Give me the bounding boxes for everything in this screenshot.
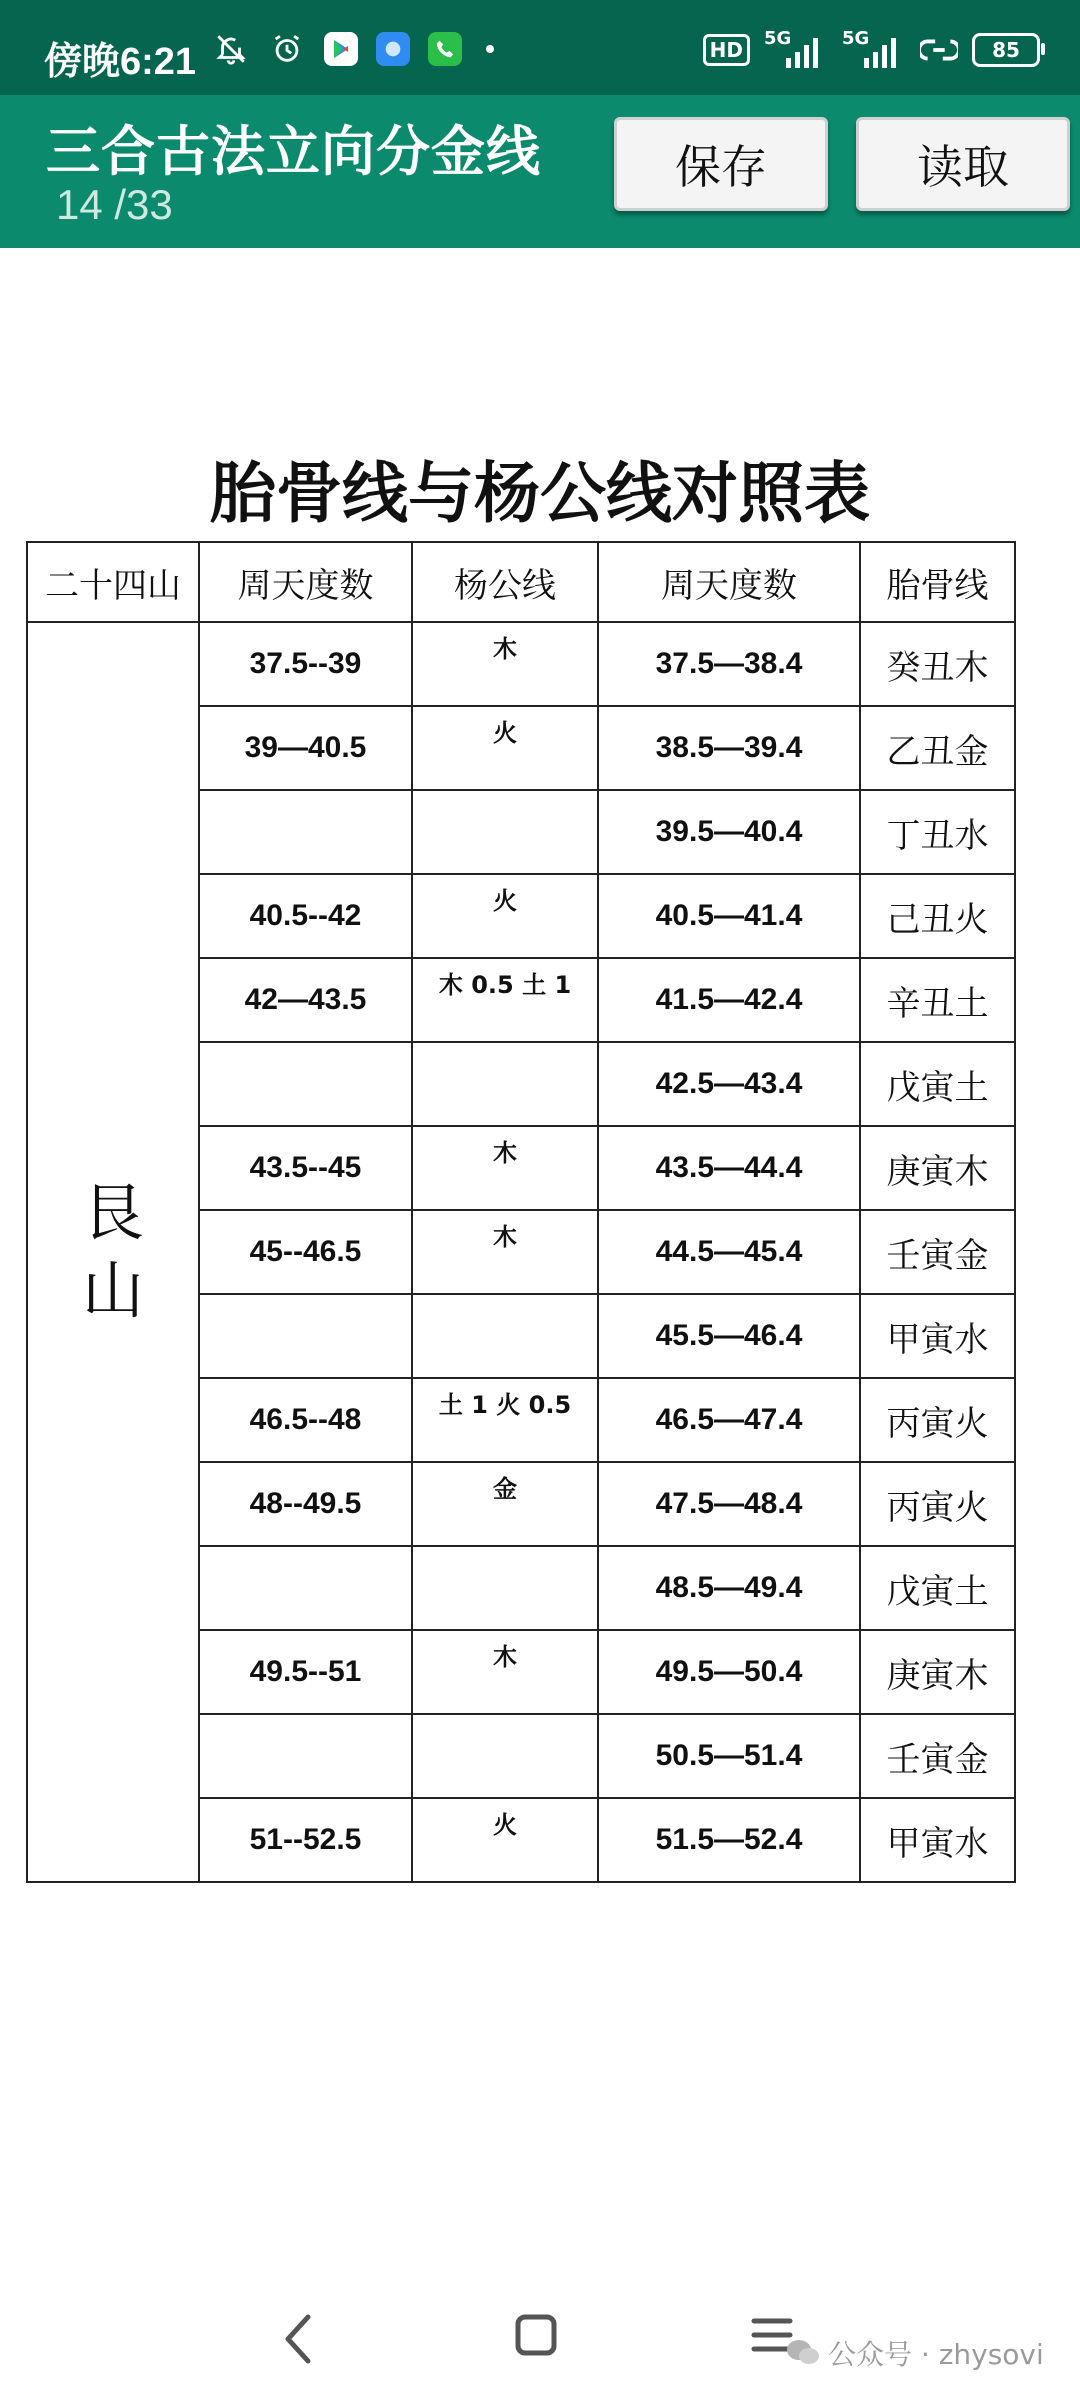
degree-range-2-cell: 51.5—52.4 [598,1798,860,1882]
degree-range-2-cell: 48.5—49.4 [598,1546,860,1630]
alarm-icon [268,30,306,68]
degree-range-cell: 39—40.5 [199,706,412,790]
degree-range-cell [199,1714,412,1798]
degree-range-cell [199,1042,412,1126]
taigu-line-cell: 庚寅木 [860,1126,1015,1210]
battery-icon: 85 [972,33,1040,67]
taigu-line-cell: 丁丑水 [860,790,1015,874]
yang-line-cell: 木 [412,622,598,706]
hd-badge: HD [703,34,750,66]
header-degrees-2: 周天度数 [598,542,860,622]
yang-line-cell [412,1714,598,1798]
degree-range-cell: 49.5--51 [199,1630,412,1714]
header-yang-line: 杨公线 [412,542,598,622]
degree-range-2-cell: 40.5—41.4 [598,874,860,958]
table-body [27,622,1015,1882]
document-title: 胎骨线与杨公线对照表 [210,455,870,532]
table-row [27,622,1015,706]
watermark [786,2333,1044,2373]
yang-line-cell: 木 0.5 土 1 [412,958,598,1042]
degree-range-cell: 42—43.5 [199,958,412,1042]
degree-range-2-cell: 41.5—42.4 [598,958,860,1042]
degree-range-cell [199,1546,412,1630]
taigu-line-cell: 戊寅土 [860,1042,1015,1126]
header-degrees: 周天度数 [199,542,412,622]
phone-icon [428,32,462,66]
mountain-cell [27,622,199,1882]
yang-line-cell [412,1042,598,1126]
yang-line-cell: 火 [412,1798,598,1882]
yang-line-cell: 土 1 火 0.5 [412,1378,598,1462]
degree-range-cell: 51--52.5 [199,1798,412,1882]
degree-range-2-cell: 47.5—48.4 [598,1462,860,1546]
taigu-line-cell: 癸丑木 [860,622,1015,706]
signal-icon: 5G [764,30,828,70]
degree-range-2-cell: 42.5—43.4 [598,1042,860,1126]
degree-range-2-cell: 43.5—44.4 [598,1126,860,1210]
bell-off-icon [212,30,250,68]
status-system-icons [703,30,1040,70]
status-notification-icons [212,30,494,68]
status-time: 傍晚6:21 [44,41,197,83]
wechat-icon [786,2339,820,2367]
degree-range-2-cell: 39.5—40.4 [598,790,860,874]
watermark-text: 公众号 · zhysovi [828,2338,1044,2371]
taigu-line-cell: 壬寅金 [860,1210,1015,1294]
degree-range-2-cell: 38.5—39.4 [598,706,860,790]
app-bar [0,95,1080,248]
degree-range-2-cell: 37.5—38.4 [598,622,860,706]
app-title: 三合古法立向分金线 [46,120,541,183]
mountain-label: 艮 山 [81,1176,144,1327]
status-bar [0,0,1080,95]
degree-range-2-cell: 49.5—50.4 [598,1630,860,1714]
degree-range-cell: 48--49.5 [199,1462,412,1546]
taigu-line-cell: 辛丑土 [860,958,1015,1042]
link-icon [920,31,958,69]
save-button[interactable]: 保存 [614,117,828,211]
taigu-line-cell: 乙丑金 [860,706,1015,790]
taigu-line-cell: 丙寅火 [860,1462,1015,1546]
degree-range-cell: 46.5--48 [199,1378,412,1462]
back-icon[interactable] [278,2311,318,2367]
yang-line-cell [412,1294,598,1378]
degree-range-cell: 37.5--39 [199,622,412,706]
header-taigu-line: 胎骨线 [860,542,1015,622]
degree-range-2-cell: 46.5—47.4 [598,1378,860,1462]
load-button[interactable]: 读取 [856,117,1070,211]
taigu-line-cell: 己丑火 [860,874,1015,958]
taigu-line-cell: 壬寅金 [860,1714,1015,1798]
header-mountains: 二十四山 [27,542,199,622]
yang-line-cell: 木 [412,1126,598,1210]
yang-line-cell: 木 [412,1630,598,1714]
yang-line-cell: 火 [412,874,598,958]
signal-icon-2: 5G [842,30,906,70]
comparison-table [26,541,1016,1883]
degree-range-2-cell: 44.5—45.4 [598,1210,860,1294]
taigu-line-cell: 甲寅水 [860,1294,1015,1378]
degree-range-2-cell: 45.5—46.4 [598,1294,860,1378]
yang-line-cell [412,790,598,874]
taigu-line-cell: 丙寅火 [860,1378,1015,1462]
app-icon [376,32,410,66]
table-header-row [27,542,1015,622]
degree-range-cell [199,790,412,874]
play-store-icon [324,32,358,66]
taigu-line-cell: 甲寅水 [860,1798,1015,1882]
more-dot-icon [486,45,494,53]
navigation-bar [0,2255,1080,2400]
yang-line-cell: 火 [412,706,598,790]
taigu-line-cell: 庚寅木 [860,1630,1015,1714]
degree-range-cell: 43.5--45 [199,1126,412,1210]
yang-line-cell: 木 [412,1210,598,1294]
degree-range-cell: 45--46.5 [199,1210,412,1294]
degree-range-cell [199,1294,412,1378]
yang-line-cell [412,1546,598,1630]
page-counter: 14 /33 [56,181,173,228]
degree-range-cell: 40.5--42 [199,874,412,958]
taigu-line-cell: 戊寅土 [860,1546,1015,1630]
home-icon[interactable] [514,2313,558,2357]
degree-range-2-cell: 50.5—51.4 [598,1714,860,1798]
yang-line-cell: 金 [412,1462,598,1546]
